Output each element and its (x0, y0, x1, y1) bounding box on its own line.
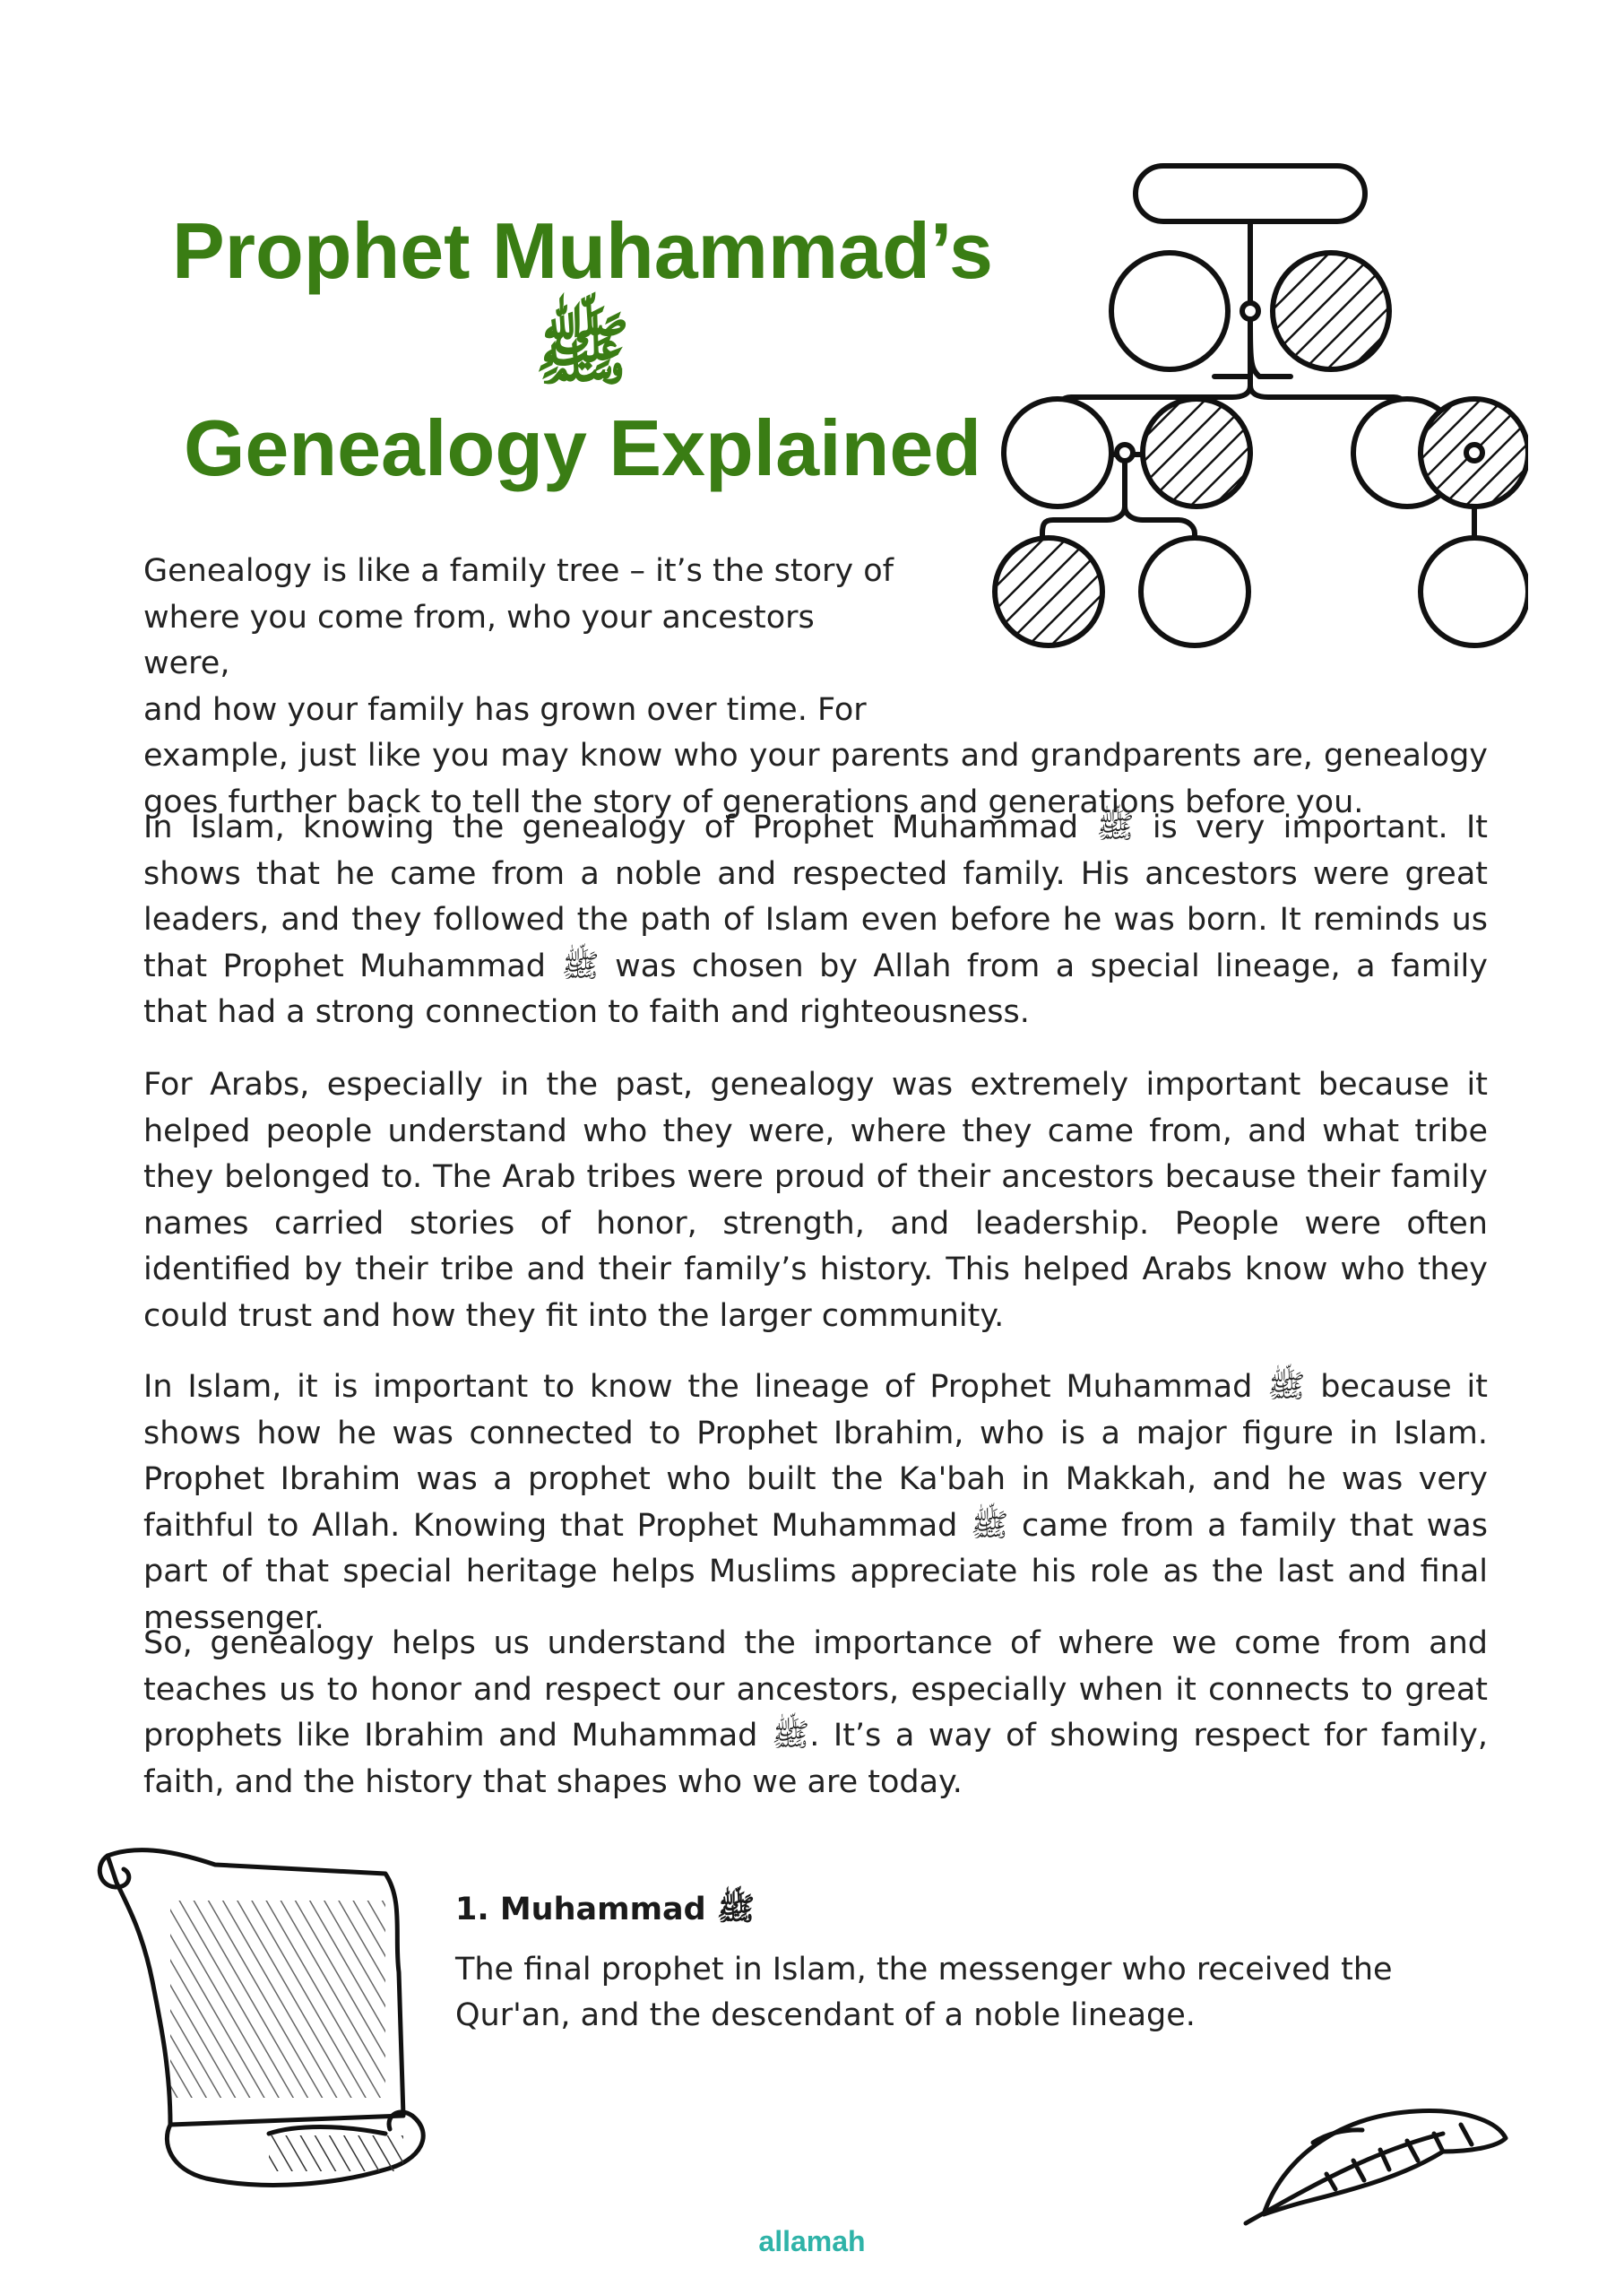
scroll-icon (90, 1847, 448, 2196)
paragraph-text: In Islam, it is important to know the lineage of Prophet Muhammad ﷺ because it shows how he was connected to Prophet Ibrahim, who is a major figure in Islam. Prophet Ibrahim was a prophet who built the Ka'bah in Makkah, and he was very faithful to Allah. Knowing that Prophet Muhammad ﷺ came from a family that was part of that special heritage helps Muslims appreciate his role as the last and final messenger. (143, 1369, 1488, 1636)
title-line-1: Prophet Muhammad’s ﷺ (172, 206, 993, 394)
intro-lead-line: Genealogy is like a family tree – it’s the story of (143, 553, 894, 589)
paragraph-text: So, genealogy helps us understand the importance of where we come from and teaches us to honor and respect our ancestors, especially when it connects to great prophets like Ibrahim and Muhammad ﷺ. It’s a way of showing respect for family, faith, and the history that shapes who we are today. (143, 1625, 1488, 1800)
intro-lead-line: where you come from, who your ancestors were, (143, 599, 815, 681)
paragraph-text: In Islam, knowing the genealogy of Prophet Muhammad ﷺ is very important. It shows that he came from a noble and respected family. His ancestors were great leaders, and they followed the path of Islam even before he was born. It reminds us that Prophet Muhammad ﷺ was chosen by Allah from a special lineage, a family that had a strong connection to faith and righteousness. (143, 810, 1488, 1030)
paragraph-text: For Arabs, especially in the past, genealogy was extremely important because it helped people understand who they were, where they came from, and what tribe they belonged to. The Arab tribes were proud of their ancestors because their family names carried stories of honor, strength, and leadership. People were often identified by their tribe and their family’s history. This helped Arabs know who they could trust and how they fit into the larger community. (143, 1067, 1488, 1334)
paragraph (143, 1364, 1488, 1641)
intro-paragraph (143, 549, 1488, 826)
brand-logo: allamah (758, 2225, 866, 2257)
entry-title: 1. Muhammad ﷺ (455, 1892, 756, 1927)
page-title (134, 202, 1031, 498)
feather-quill-icon (1228, 2089, 1524, 2241)
intro-rest: example, just like you may know who your parents and grandparents are, genealogy goes further back to tell the story of generations and generations before you. (143, 738, 1488, 820)
entry-description: The final prophet in Islam, the messenger who received the Qur'an, and the descendant of a noble lineage. (455, 1952, 1393, 2033)
title-line-2: Genealogy Explained (183, 403, 982, 492)
paragraph (143, 1062, 1488, 1339)
paragraph (143, 805, 1488, 1036)
paragraph (143, 1621, 1488, 1806)
intro-lead-line: and how your family has grown over time. For (143, 691, 867, 728)
